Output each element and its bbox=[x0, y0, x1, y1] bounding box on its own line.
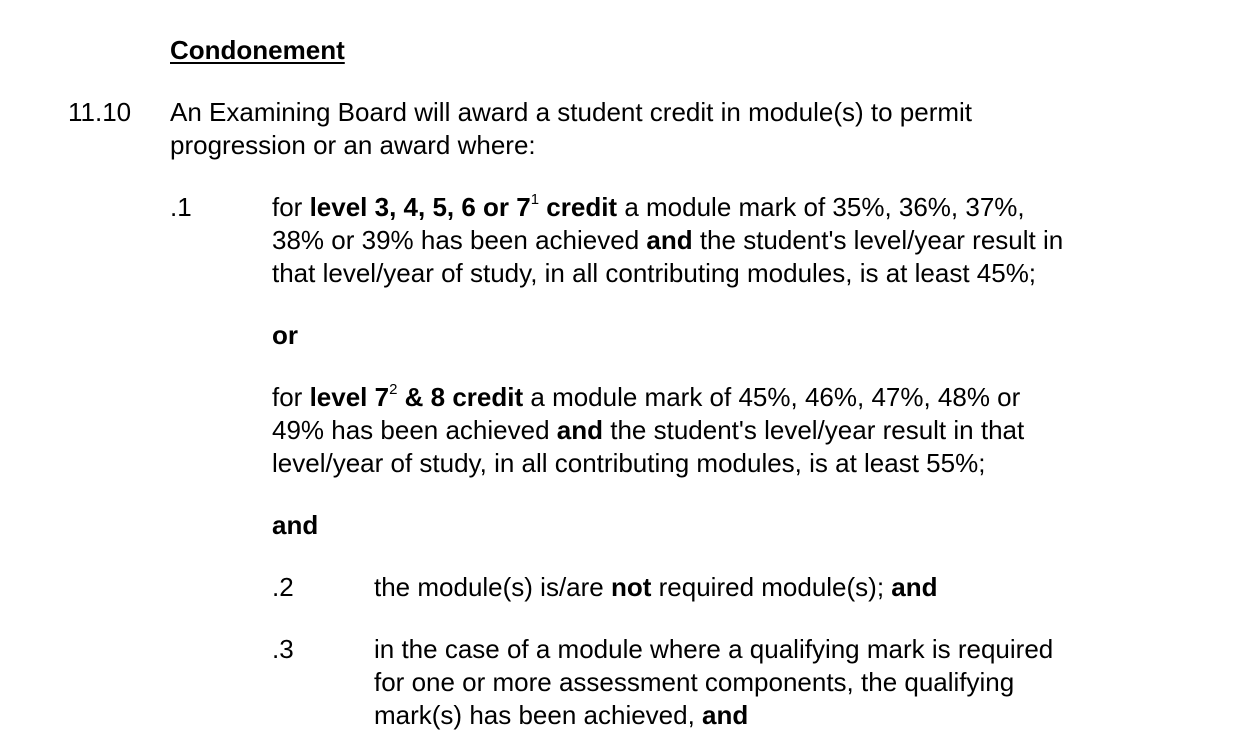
bold-text: & 8 credit bbox=[397, 382, 524, 412]
item-2-text bbox=[374, 571, 938, 604]
text-span: the module(s) is/are bbox=[374, 572, 611, 602]
clause-number: 11.10 bbox=[68, 97, 132, 127]
text-span: the student's level/year result in that bbox=[603, 415, 1025, 445]
and-connector: and bbox=[272, 510, 319, 540]
item-3-line-2: for one or more assessment components, the qualifying bbox=[374, 667, 1015, 697]
bold-text: and bbox=[891, 572, 938, 602]
footnote-ref-2: 2 bbox=[389, 381, 398, 399]
or-connector: or bbox=[272, 320, 298, 350]
item-1b-line-3: level/year of study, in all contributing modules, is at least 55%; bbox=[272, 448, 986, 478]
text-span: the student's level/year result in bbox=[692, 225, 1064, 255]
section-heading: Condonement bbox=[170, 35, 345, 65]
item-1b-line-2 bbox=[272, 414, 1024, 447]
text-span: mark(s) has been achieved, bbox=[374, 700, 703, 730]
footnote-ref-1: 1 bbox=[530, 191, 540, 209]
text-span: 49% has been achieved bbox=[272, 415, 557, 445]
clause-text-line-1: An Examining Board will award a student credit in module(s) to permit bbox=[170, 97, 973, 127]
item-1b-line-1 bbox=[272, 381, 1020, 414]
bold-text: and bbox=[646, 225, 693, 255]
item-3-line-1: in the case of a module where a qualifying mark is required bbox=[374, 634, 1054, 664]
bold-text: and bbox=[556, 415, 604, 445]
text-span: for bbox=[272, 192, 310, 222]
text-span: 38% or 39% has been achieved bbox=[272, 225, 647, 255]
text-span: a module mark of 35%, 36%, 37%, bbox=[617, 192, 1025, 222]
bold-text: not bbox=[610, 572, 652, 602]
item-2-number: .2 bbox=[272, 572, 294, 602]
item-1a-line-1 bbox=[272, 191, 1025, 224]
item-1a-line-2 bbox=[272, 224, 1063, 257]
bold-text: credit bbox=[539, 192, 618, 222]
clause-text-line-2: progression or an award where: bbox=[170, 130, 536, 160]
text-span: a module mark of 45%, 46%, 47%, 48% or bbox=[523, 382, 1021, 412]
item-3-number: .3 bbox=[272, 634, 294, 664]
text-span: for bbox=[272, 382, 310, 412]
item-1a-line-3: that level/year of study, in all contributing modules, is at least 45%; bbox=[272, 258, 1037, 288]
item-1-number: .1 bbox=[170, 192, 192, 222]
bold-text: and bbox=[702, 700, 749, 730]
bold-text: level 7 bbox=[309, 382, 390, 412]
item-3-line-3 bbox=[374, 699, 748, 732]
text-span: required module(s); bbox=[651, 572, 892, 602]
bold-text: level 3, 4, 5, 6 or 7 bbox=[309, 192, 531, 222]
